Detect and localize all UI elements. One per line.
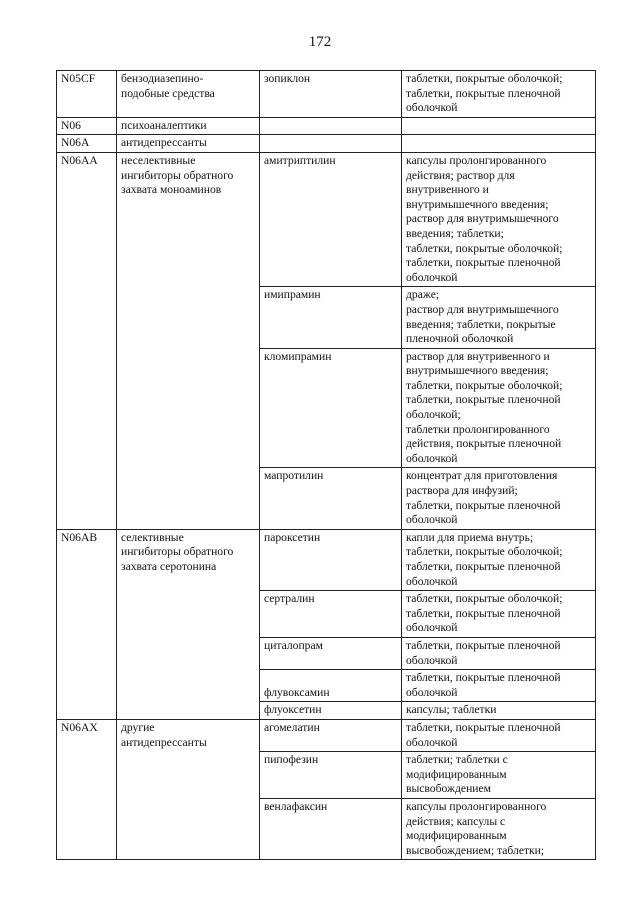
dosage-form-cell: драже; раствор для внутримышечного введения; таблетки, покрытые пленочной оболочкой xyxy=(402,287,596,348)
atc-code-cell: N06AA xyxy=(57,152,117,529)
drug-name-cell: циталопрам xyxy=(260,637,402,669)
table-row xyxy=(57,117,596,135)
atc-code-cell: N05CF xyxy=(57,71,117,118)
group-name-cell: психоаналептики xyxy=(117,117,260,135)
dosage-form-cell: капсулы; таблетки xyxy=(402,702,596,720)
atc-code-cell: N06AX xyxy=(57,719,117,859)
drug-name-cell: кломипрамин xyxy=(260,348,402,468)
table-row xyxy=(57,152,596,286)
drug-name-cell xyxy=(260,135,402,153)
dosage-form-cell: капсулы пролонгированного действия; капсулы с модифицированным высвобождением; таблетки; xyxy=(402,798,596,859)
drug-name-cell: флуоксетин xyxy=(260,702,402,720)
drug-name-cell: зопиклон xyxy=(260,71,402,118)
dosage-form-cell: концентрат для приготовления раствора для инфузий; таблетки, покрытые пленочной оболочкой xyxy=(402,468,596,529)
drug-name-cell: сертралин xyxy=(260,591,402,638)
dosage-form-cell: таблетки, покрытые пленочной оболочкой xyxy=(402,719,596,751)
dosage-form-cell: раствор для внутривенного и внутримышечного введения; таблетки, покрытые оболочкой; таблетки, покрытые пленочной оболочкой; таблетки пролонгированного действия, покрытые пленочной оболочкой xyxy=(402,348,596,468)
drug-name-cell: пароксетин xyxy=(260,529,402,590)
dosage-form-cell: таблетки, покрытые пленочной оболочкой xyxy=(402,637,596,669)
dosage-form-cell: капли для приема внутрь; таблетки, покрытые оболочкой; таблетки, покрытые пленочной оболочкой xyxy=(402,529,596,590)
dosage-form-cell: таблетки, покрытые пленочной оболочкой xyxy=(402,670,596,702)
dosage-form-cell xyxy=(402,117,596,135)
table-row xyxy=(57,135,596,153)
atc-code-cell: N06 xyxy=(57,117,117,135)
table-row xyxy=(57,529,596,590)
atc-code-cell: N06AB xyxy=(57,529,117,719)
dosage-form-cell xyxy=(402,135,596,153)
table-row xyxy=(57,71,596,118)
group-name-cell: антидепрессанты xyxy=(117,135,260,153)
drug-name-cell: мапротилин xyxy=(260,468,402,529)
group-name-cell: неселективные ингибиторы обратного захвата моноаминов xyxy=(117,152,260,529)
dosage-form-cell: таблетки; таблетки с модифицированным высвобождением xyxy=(402,752,596,799)
drug-name-cell: венлафаксин xyxy=(260,798,402,859)
drug-name-cell: имипрамин xyxy=(260,287,402,348)
drug-name-cell: амитриптилин xyxy=(260,152,402,286)
page-number: 172 xyxy=(308,34,332,50)
group-name-cell: другие антидепрессанты xyxy=(117,719,260,859)
dosage-form-cell: таблетки, покрытые оболочкой; таблетки, покрытые пленочной оболочкой xyxy=(402,591,596,638)
dosage-form-cell: таблетки, покрытые оболочкой; таблетки, покрытые пленочной оболочкой xyxy=(402,71,596,118)
table-row xyxy=(57,719,596,751)
group-name-cell: селективные ингибиторы обратного захвата серотонина xyxy=(117,529,260,719)
drug-name-cell xyxy=(260,117,402,135)
drug-name-cell: пипофезин xyxy=(260,752,402,799)
medication-table xyxy=(56,70,596,860)
drug-name-cell: агомелатин xyxy=(260,719,402,751)
group-name-cell: бензодиазепино- подобные средства xyxy=(117,71,260,118)
atc-code-cell: N06A xyxy=(57,135,117,153)
dosage-form-cell: капсулы пролонгированного действия; раствор для внутривенного и внутримышечного введения; раствор для внутримышечного введения; таблетки; таблетки, покрытые оболочкой; таблетки, покрытые пленочной оболочкой xyxy=(402,152,596,286)
drug-name-cell: флувоксамин xyxy=(260,670,402,702)
